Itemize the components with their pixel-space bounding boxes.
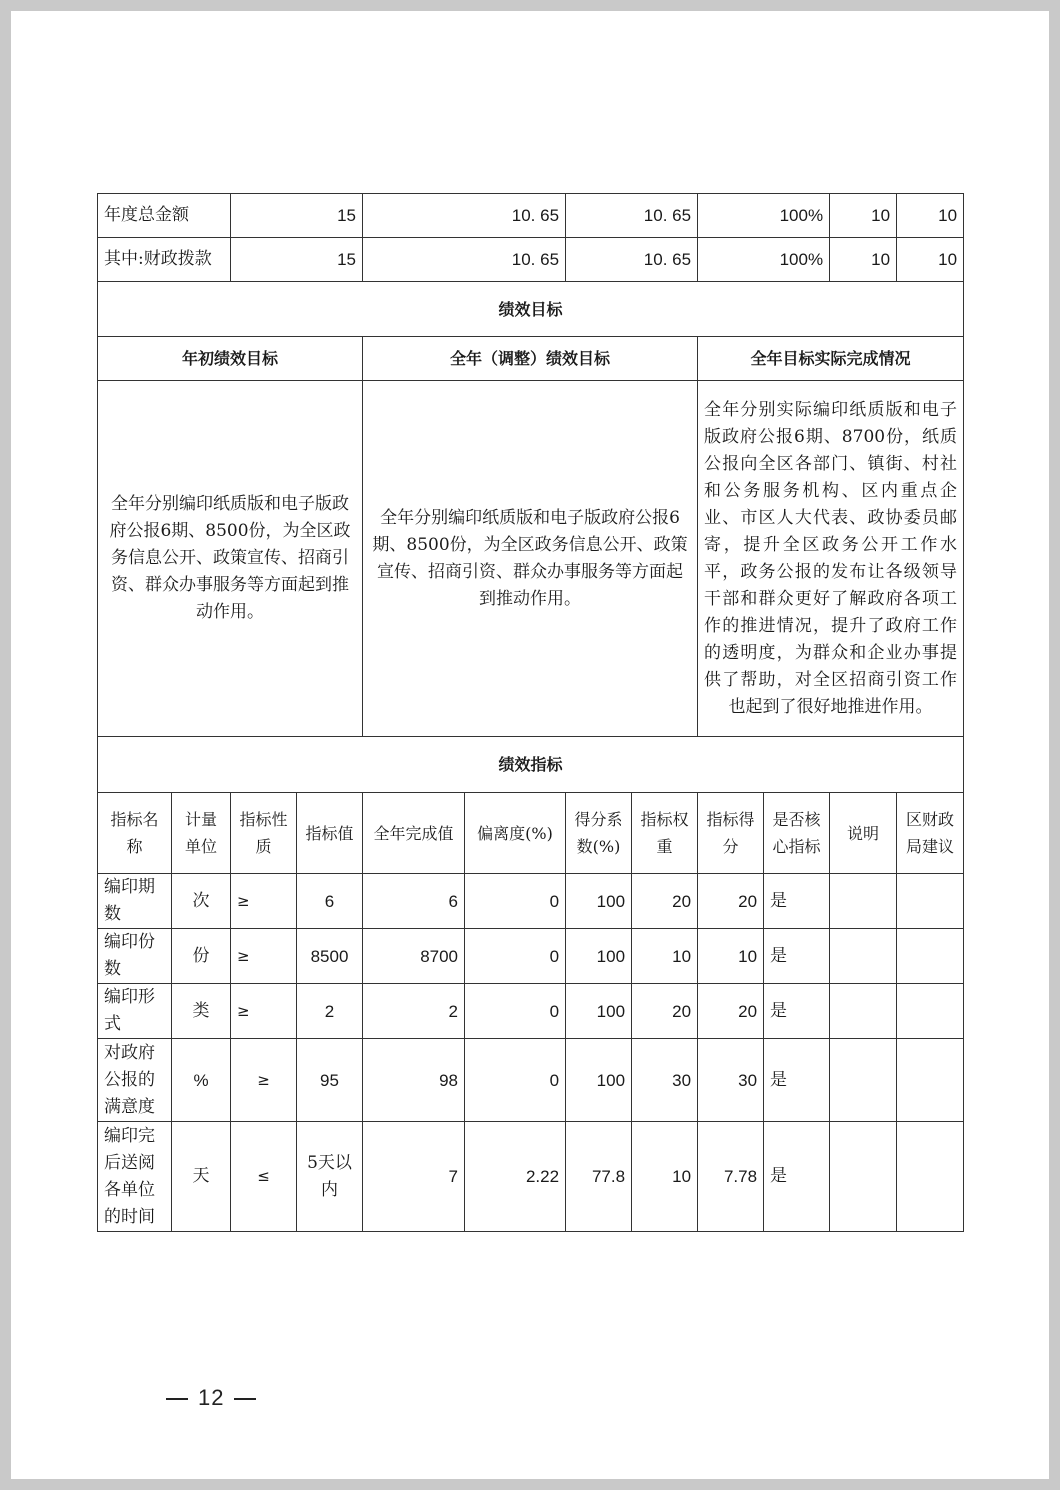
col-header: 偏离度(%) bbox=[465, 793, 566, 874]
indicator-target: 6 bbox=[297, 874, 363, 929]
indicator-target: 95 bbox=[297, 1039, 363, 1122]
indicator-unit: 类 bbox=[172, 984, 231, 1039]
table-row bbox=[98, 984, 964, 1039]
indicator-note bbox=[830, 1122, 897, 1232]
col-header: 指标得分 bbox=[698, 793, 764, 874]
budget-row-total bbox=[98, 194, 964, 238]
indicator-deviation: 2.22 bbox=[465, 1122, 566, 1232]
col-header: 是否核心指标 bbox=[764, 793, 830, 874]
indicator-actual: 2 bbox=[363, 984, 465, 1039]
indicator-coef: 100 bbox=[566, 874, 632, 929]
budget-cell: 15 bbox=[231, 194, 363, 238]
indicator-core: 是 bbox=[764, 984, 830, 1039]
indicator-score: 20 bbox=[698, 984, 764, 1039]
indicator-core: 是 bbox=[764, 929, 830, 984]
indicator-name: 对政府公报的满意度 bbox=[98, 1039, 172, 1122]
indicator-note bbox=[830, 929, 897, 984]
indicator-weight: 20 bbox=[632, 874, 698, 929]
col-header: 指标名称 bbox=[98, 793, 172, 874]
budget-cell: 10 bbox=[897, 194, 964, 238]
indicator-score: 7.78 bbox=[698, 1122, 764, 1232]
budget-cell: 10. 65 bbox=[566, 194, 698, 238]
col-header: 指标权重 bbox=[632, 793, 698, 874]
table-row bbox=[98, 929, 964, 984]
budget-cell: 15 bbox=[231, 238, 363, 282]
indicator-weight: 20 bbox=[632, 984, 698, 1039]
goals-text-actual: 全年分别实际编印纸质版和电子版政府公报6期、8700份，纸质公报向全区各部门、镇街、村社和公务服务机构、区内重点企业、市区人大代表、政协委员邮寄，提升全区政务公开工作水平，政务公报的发布让各级领导干部和群众更好了解政府各项工作的推进情况，提升了政府工作的透明度，为群众和企业办事提供了帮助，对全区招商引资工作也起到了很好地推进作用。 bbox=[698, 381, 964, 737]
indicator-coef: 100 bbox=[566, 1039, 632, 1122]
budget-label: 其中:财政拨款 bbox=[98, 238, 231, 282]
indicator-core: 是 bbox=[764, 1122, 830, 1232]
budget-cell: 10 bbox=[830, 194, 897, 238]
indicator-nature: ≥ bbox=[231, 1039, 297, 1122]
indicator-unit: 天 bbox=[172, 1122, 231, 1232]
col-header: 全年完成值 bbox=[363, 793, 465, 874]
goals-header-row bbox=[98, 337, 964, 381]
col-header: 得分系数(%) bbox=[566, 793, 632, 874]
indicator-actual: 8700 bbox=[363, 929, 465, 984]
col-header: 计量单位 bbox=[172, 793, 231, 874]
table-row bbox=[98, 1122, 964, 1232]
table-row bbox=[98, 1039, 964, 1122]
indicator-weight: 30 bbox=[632, 1039, 698, 1122]
indicator-actual: 6 bbox=[363, 874, 465, 929]
indicator-deviation: 0 bbox=[465, 874, 566, 929]
goals-text-adjusted: 全年分别编印纸质版和电子版政府公报6期、8500份，为全区政务信息公开、政策宣传、招商引资、群众办事服务等方面起到推动作用。 bbox=[363, 381, 698, 737]
goals-text-row bbox=[98, 381, 964, 737]
indicator-weight: 10 bbox=[632, 929, 698, 984]
goals-text-initial: 全年分别编印纸质版和电子版政府公报6期、8500份，为全区政务信息公开、政策宣传、招商引资、群众办事服务等方面起到推动作用。 bbox=[98, 381, 363, 737]
indicator-actual: 7 bbox=[363, 1122, 465, 1232]
indicator-score: 10 bbox=[698, 929, 764, 984]
indicator-advice bbox=[897, 874, 964, 929]
goals-header-initial: 年初绩效目标 bbox=[98, 337, 363, 381]
budget-cell: 10 bbox=[897, 238, 964, 282]
indicator-nature: ≥ bbox=[231, 929, 297, 984]
indicators-header-row bbox=[98, 793, 964, 874]
col-header: 指标性质 bbox=[231, 793, 297, 874]
indicator-deviation: 0 bbox=[465, 929, 566, 984]
indicator-advice bbox=[897, 984, 964, 1039]
col-header: 区财政局建议 bbox=[897, 793, 964, 874]
indicator-nature: ≤ bbox=[231, 1122, 297, 1232]
goals-header-actual: 全年目标实际完成情况 bbox=[698, 337, 964, 381]
indicator-actual: 98 bbox=[363, 1039, 465, 1122]
indicator-unit: % bbox=[172, 1039, 231, 1122]
indicator-name: 编印期数 bbox=[98, 874, 172, 929]
document-page bbox=[11, 11, 1049, 1479]
indicator-name: 编印形式 bbox=[98, 984, 172, 1039]
performance-table bbox=[97, 193, 964, 1232]
col-header: 说明 bbox=[830, 793, 897, 874]
col-header: 指标值 bbox=[297, 793, 363, 874]
page-footer bbox=[156, 1385, 266, 1411]
budget-cell: 100% bbox=[698, 238, 830, 282]
budget-row-fiscal bbox=[98, 238, 964, 282]
goals-header-adjusted: 全年（调整）绩效目标 bbox=[363, 337, 698, 381]
indicators-section-title: 绩效指标 bbox=[98, 737, 964, 793]
indicator-name: 编印完后送阅各单位的时间 bbox=[98, 1122, 172, 1232]
indicator-note bbox=[830, 874, 897, 929]
table-row bbox=[98, 874, 964, 929]
indicator-core: 是 bbox=[764, 1039, 830, 1122]
indicator-score: 30 bbox=[698, 1039, 764, 1122]
budget-cell: 10. 65 bbox=[363, 238, 566, 282]
indicator-coef: 100 bbox=[566, 984, 632, 1039]
indicator-note bbox=[830, 1039, 897, 1122]
budget-cell: 10 bbox=[830, 238, 897, 282]
indicator-nature: ≥ bbox=[231, 984, 297, 1039]
indicator-target: 2 bbox=[297, 984, 363, 1039]
budget-cell: 10. 65 bbox=[363, 194, 566, 238]
indicator-note bbox=[830, 984, 897, 1039]
indicator-nature: ≥ bbox=[231, 874, 297, 929]
indicator-target: 5天以内 bbox=[297, 1122, 363, 1232]
indicator-name: 编印份数 bbox=[98, 929, 172, 984]
indicator-weight: 10 bbox=[632, 1122, 698, 1232]
indicator-advice bbox=[897, 1122, 964, 1232]
indicator-advice bbox=[897, 929, 964, 984]
indicator-advice bbox=[897, 1039, 964, 1122]
indicator-target: 8500 bbox=[297, 929, 363, 984]
budget-cell: 10. 65 bbox=[566, 238, 698, 282]
indicator-core: 是 bbox=[764, 874, 830, 929]
indicator-score: 20 bbox=[698, 874, 764, 929]
indicator-coef: 77.8 bbox=[566, 1122, 632, 1232]
indicator-unit: 次 bbox=[172, 874, 231, 929]
budget-cell: 100% bbox=[698, 194, 830, 238]
footer-dash-left bbox=[166, 1398, 188, 1400]
indicator-deviation: 0 bbox=[465, 984, 566, 1039]
goals-section-title: 绩效目标 bbox=[98, 282, 964, 337]
indicator-deviation: 0 bbox=[465, 1039, 566, 1122]
budget-label: 年度总金额 bbox=[98, 194, 231, 238]
indicator-coef: 100 bbox=[566, 929, 632, 984]
footer-dash-right bbox=[234, 1398, 256, 1400]
page-number: 12 bbox=[198, 1385, 225, 1410]
indicator-unit: 份 bbox=[172, 929, 231, 984]
